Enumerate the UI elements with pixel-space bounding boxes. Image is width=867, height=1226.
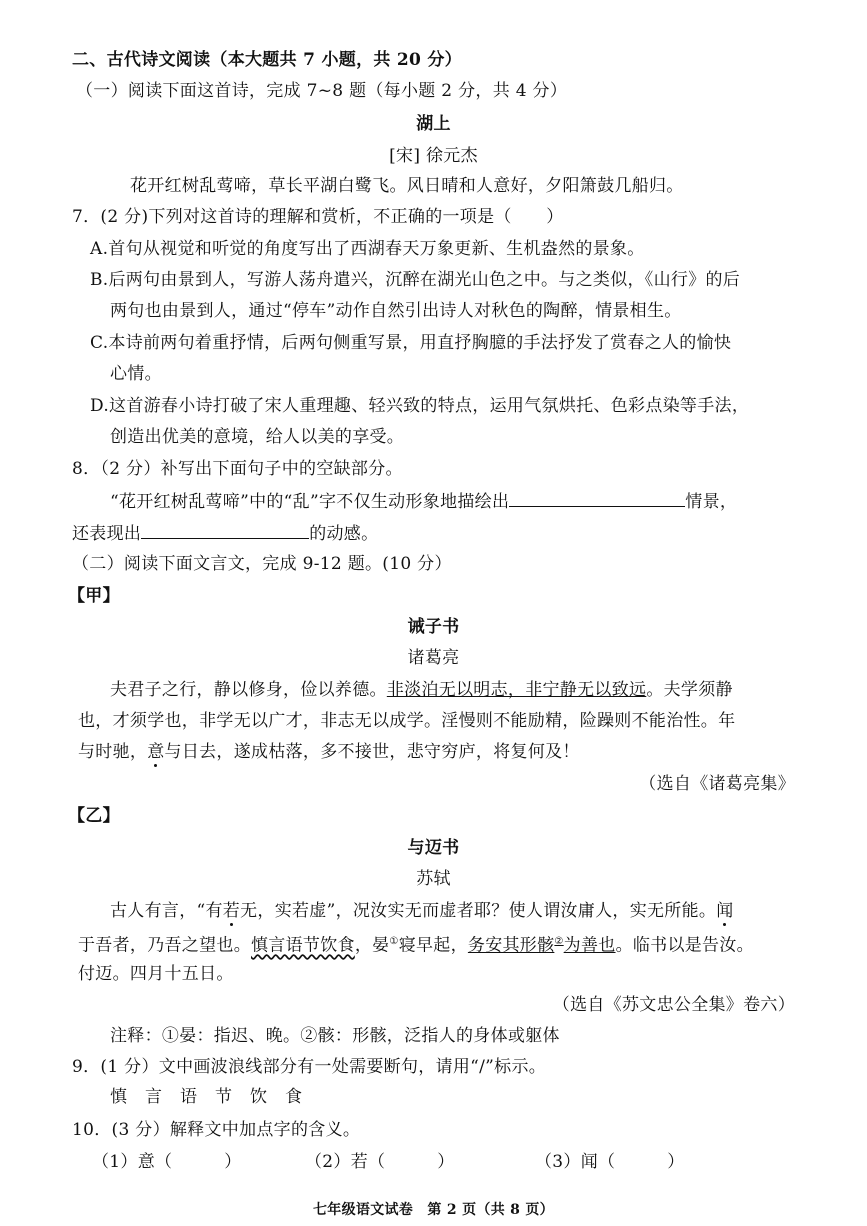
jia-underlined-text: 非淡泊无以明志，非宁静无以致远: [386, 680, 647, 700]
jia-paragraph-line1: [110, 678, 733, 702]
yi-text-6: 。临书以是告汝。: [615, 935, 754, 956]
yi-text-5: 寝早起，: [398, 935, 468, 956]
yi-paragraph-line3: 付迈。四月十五日。: [78, 964, 234, 984]
yi-text-3: 于吾者，乃吾之望也。: [78, 935, 251, 956]
yi-author: 苏轼: [416, 869, 451, 889]
q10-item-1[interactable]: （1）意（ ）: [92, 1152, 242, 1172]
wavy-underlined-phrase: 慎言语节饮食: [251, 935, 355, 956]
dotted-char-yi: 意: [147, 742, 165, 762]
q7-option-d-line1: D.这首游春小诗打破了宋人重理趣、轻兴致的特点，运用气氛烘托、色彩点染等手法，: [90, 396, 750, 416]
dotted-char-ruo: 若: [222, 901, 241, 921]
section-heading: 二、古代诗文阅读（本大题共 7 小题，共 20 分）: [72, 50, 462, 70]
yi-notes: 注释：①晏：指迟、晚。②骸：形骸，泛指人的身体或躯体: [110, 1026, 560, 1046]
poem-title: 湖上: [416, 114, 451, 134]
q8-text-2: 情景，: [685, 492, 738, 512]
yi-label: 【乙】: [68, 806, 120, 826]
q8-blank-1[interactable]: [509, 488, 685, 507]
q8-blank-2[interactable]: [141, 520, 309, 539]
question-9-stem: 9．(1 分）文中画波浪线部分有一处需要断句，请用“/”标示。: [72, 1057, 547, 1077]
q8-line2: [72, 520, 378, 546]
page-footer: 七年级语文试卷 第 2 页（共 8 页）: [313, 1202, 554, 1218]
jia-title: 诫子书: [407, 617, 460, 637]
jia-paragraph-line3: [78, 740, 580, 764]
q7-option-b-line1: B.后两句由景到人，写游人荡舟遣兴，沉醉在湖光山色之中。与之类似，《山行》的后: [90, 270, 741, 290]
yi-text-2: 无，实若虚”，况汝实无而虚者耶？使人谓汝庸人，实无所能。: [240, 901, 717, 921]
jia-text-1: 夫君子之行，静以修身，俭以养德。: [110, 680, 387, 700]
q9-phrase[interactable]: 慎言语节饮食: [110, 1087, 320, 1107]
q7-option-d-line2: 创造出优美的意境，给人以美的享受。: [110, 427, 405, 447]
yi-source: （选自《苏文忠公全集》卷六）: [552, 995, 795, 1015]
yi-text-1: 古人有言，“有: [110, 901, 223, 921]
q8-line1: [110, 488, 737, 514]
dotted-char-wen: 闻: [716, 901, 734, 921]
yi-title: 与迈书: [407, 838, 460, 858]
q8-text-1: “花开红树乱莺啼”中的“乱”字不仅生动形象地描绘出: [110, 492, 510, 512]
q10-item-2[interactable]: （2）若（ ）: [305, 1152, 455, 1172]
q8-text-4: 的动感。: [309, 524, 379, 544]
q7-option-c-line1: C.本诗前两句着重抒情，后两句侧重写景，用直抒胸臆的手法抒发了赏春之人的愉快: [90, 333, 732, 353]
part1-intro: （一）阅读下面这首诗，完成 7~8 题（每小题 2 分，共 4 分）: [76, 81, 568, 101]
poem-text: 花开红树乱莺啼，草长平湖白鹭飞。风日晴和人意好，夕阳箫鼓几船归。: [130, 176, 684, 196]
jia-text-4: 与日去，遂成枯落，多不接世，悲守穷庐，将复何及！: [164, 742, 580, 762]
footnote-mark-1: ①: [389, 936, 399, 947]
part2-intro: （二）阅读下面文言文，完成 9-12 题。(10 分）: [72, 554, 452, 574]
question-7-stem: 7．(2 分)下列对这首诗的理解和赏析，不正确的一项是（ ）: [72, 207, 564, 227]
yi-paragraph-line2: [78, 930, 754, 958]
footnote-mark-2: ②: [554, 936, 564, 947]
question-8-stem: 8．（2 分）补写出下面句子中的空缺部分。: [72, 459, 403, 479]
jia-paragraph-line2: 也，才须学也，非学无以广才，非志无以成学。淫慢则不能励精，险躁则不能治性。年: [78, 711, 736, 731]
q7-option-b-line2: 两句也由景到人，通过“停车”动作自然引出诗人对秋色的陶醉，情景相生。: [110, 301, 682, 321]
q7-option-a: A.首句从视觉和听觉的角度写出了西湖春天万象更新、生机盎然的景象。: [90, 239, 645, 259]
jia-text-3: 与时驰，: [78, 742, 148, 762]
question-10-stem: 10．(3 分）解释文中加点字的含义。: [72, 1120, 361, 1140]
jia-source: （选自《诸葛亮集》: [639, 774, 795, 794]
q7-option-c-line2: 心情。: [110, 364, 162, 384]
yi-underlined-text-2: 为善也: [563, 935, 616, 956]
jia-text-2: 。夫学须静: [646, 680, 733, 700]
yi-underlined-text-1: 务安其形骸: [467, 935, 555, 956]
q8-text-3: 还表现出: [72, 524, 142, 544]
yi-paragraph-line1: [110, 899, 734, 923]
q10-item-3[interactable]: （3）闻（ ）: [535, 1152, 685, 1172]
jia-author: 诸葛亮: [407, 648, 460, 668]
yi-text-4: ，晏: [354, 935, 390, 956]
jia-label: 【甲】: [68, 586, 120, 606]
poem-author: [宋] 徐元杰: [389, 146, 478, 166]
